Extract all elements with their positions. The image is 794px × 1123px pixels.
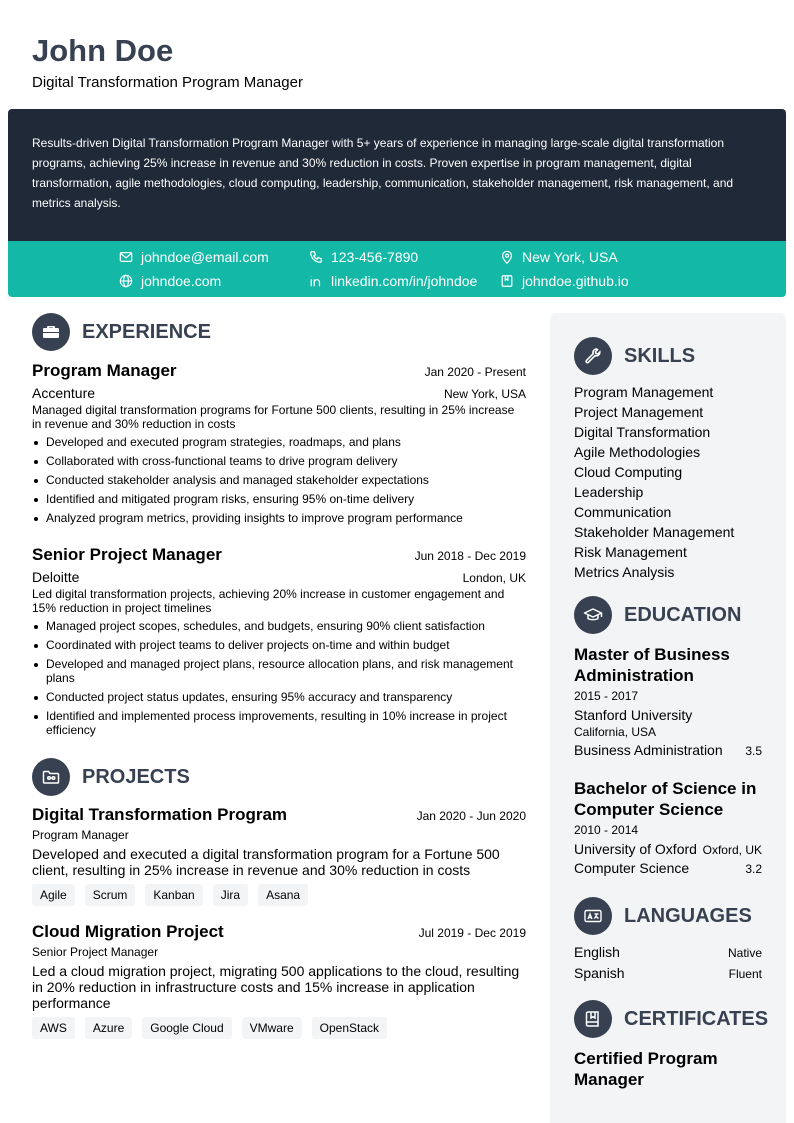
job-bullet: Identified and mitigated program risks, ensuring 95% on-time delivery — [32, 492, 526, 506]
project-role: Senior Project Manager — [32, 945, 159, 959]
phone-icon — [309, 250, 323, 264]
skill-item: Risk Management — [574, 544, 687, 560]
summary-panel — [8, 109, 786, 241]
project-item — [32, 805, 526, 906]
job-location: London, UK — [462, 571, 526, 585]
bookmark-page-icon — [500, 274, 514, 288]
graduation-cap-icon — [574, 596, 612, 634]
tag: OpenStack — [312, 1017, 387, 1039]
skills-section-head — [574, 337, 695, 375]
job-bullets — [32, 619, 526, 737]
education-item — [574, 644, 762, 758]
project-tags — [32, 1017, 526, 1039]
skill-item: Communication — [574, 504, 672, 520]
experience-section-head — [32, 313, 211, 351]
project-dates: Jul 2019 - Dec 2019 — [418, 926, 526, 940]
language-name: Spanish — [574, 965, 625, 981]
edu-location: California, USA — [574, 725, 657, 739]
job-company: Deloitte — [32, 569, 80, 585]
summary-text: Results-driven Digital Transformation Program Manager with 5+ years of experience in managing large-scale digital transformation programs, achieving 25% increase in revenue and 30% reduction in costs. Proven expertise in program management, digital transformation, agile methodologies, cloud computing, leadership, communication, stakeholder management, risk management, and metrics analysis. — [32, 136, 734, 210]
experience-title: EXPERIENCE — [82, 320, 211, 343]
project-description: Led a cloud migration project, migrating 500 applications to the cloud, resulting in 20% reduction in infrastructure costs and 15% increase in application performance — [32, 963, 520, 1011]
project-dates: Jan 2020 - Jun 2020 — [416, 809, 526, 823]
certificates-section-head — [574, 1000, 768, 1038]
job-bullet: Developed and executed program strategies, roadmaps, and plans — [32, 435, 526, 449]
experience-item — [32, 361, 526, 530]
tag: Google Cloud — [142, 1017, 231, 1039]
projects-section-head — [32, 758, 190, 796]
skill-item: Project Management — [574, 404, 704, 420]
job-bullet: Collaborated with cross-functional teams to drive program delivery — [32, 454, 526, 468]
job-bullet: Conducted project status updates, ensuring 95% accuracy and transparency — [32, 690, 526, 704]
languages-section-head — [574, 897, 752, 935]
edu-years: 2015 - 2017 — [574, 689, 639, 703]
job-bullet: Identified and implemented process improvements, resulting in 10% increase in project efficiency — [32, 709, 526, 737]
skill-item: Cloud Computing — [574, 464, 683, 480]
edu-gpa: 3.5 — [745, 744, 762, 758]
contact-github[interactable] — [500, 271, 629, 291]
contact-linkedin[interactable] — [309, 271, 477, 291]
job-location: New York, USA — [443, 387, 526, 401]
job-dates: Jan 2020 - Present — [424, 365, 526, 379]
job-bullet: Managed project scopes, schedules, and budgets, ensuring 90% client satisfaction — [32, 619, 526, 633]
edu-location: Oxford, UK — [702, 843, 762, 857]
skill-item: Program Management — [574, 384, 714, 400]
skill-item: Leadership — [574, 484, 644, 500]
certificate-item: Certified Program Manager — [574, 1049, 718, 1089]
education-item — [574, 778, 762, 876]
project-folder-icon — [32, 758, 70, 796]
edu-field: Computer Science — [574, 860, 690, 876]
language-level: Fluent — [728, 967, 762, 981]
job-title: Program Manager — [32, 361, 177, 380]
languages-title: LANGUAGES — [624, 904, 752, 927]
contact-location-text: New York, USA — [522, 249, 618, 265]
candidate-name: John Doe — [32, 33, 174, 68]
skill-item: Stakeholder Management — [574, 524, 735, 540]
project-tags — [32, 884, 526, 906]
candidate-title: Digital Transformation Program Manager — [32, 74, 303, 91]
projects-title: PROJECTS — [82, 765, 190, 788]
tag: Azure — [85, 1017, 132, 1039]
translate-icon — [574, 897, 612, 935]
edu-field: Business Administration — [574, 742, 723, 758]
globe-icon — [119, 274, 133, 288]
skills-list — [574, 382, 762, 582]
language-item — [574, 942, 762, 963]
contact-bar — [8, 241, 786, 297]
mail-icon — [119, 250, 133, 264]
tag: VMware — [242, 1017, 302, 1039]
contact-github-text: johndoe.github.io — [522, 273, 629, 289]
skills-title: SKILLS — [624, 344, 696, 367]
languages-list — [574, 942, 762, 984]
briefcase-icon — [32, 313, 70, 351]
language-name: English — [574, 944, 620, 960]
contact-website-text: johndoe.com — [141, 273, 222, 289]
certificates-list — [574, 1048, 762, 1090]
language-level: Native — [727, 946, 762, 960]
tag: Scrum — [85, 884, 136, 906]
edu-degree: Master of Business Administration — [574, 645, 730, 685]
project-title: Digital Transformation Program — [32, 805, 288, 824]
job-dates: Jun 2018 - Dec 2019 — [414, 549, 526, 563]
project-role: Program Manager — [32, 828, 129, 842]
project-description: Developed and executed a digital transformation program for a Fortune 500 client, resulting in 25% increase in revenue and 30% reduction in costs — [32, 846, 500, 878]
education-section-head — [574, 596, 741, 634]
contact-email-text: johndoe@email.com — [141, 249, 269, 265]
tag: Agile — [32, 884, 75, 906]
edu-gpa: 3.2 — [745, 862, 762, 876]
contact-phone[interactable] — [309, 247, 418, 267]
contact-location — [500, 247, 618, 267]
skill-item: Metrics Analysis — [574, 564, 675, 580]
tag: Asana — [258, 884, 308, 906]
project-item — [32, 922, 526, 1039]
edu-school: Stanford University — [574, 707, 693, 723]
contact-phone-text: 123-456-7890 — [331, 249, 419, 265]
job-bullet: Coordinated with project teams to deliver projects on-time and within budget — [32, 638, 526, 652]
contact-linkedin-text: linkedin.com/in/johndoe — [331, 273, 478, 289]
job-bullet: Conducted stakeholder analysis and managed stakeholder expectations — [32, 473, 526, 487]
education-title: EDUCATION — [624, 603, 742, 626]
map-pin-icon — [500, 250, 514, 264]
certificate-book-icon — [574, 1000, 612, 1038]
resume-header — [32, 32, 303, 91]
job-bullet: Developed and managed project plans, resource allocation plans, and risk management plans — [32, 657, 526, 685]
certificates-title: CERTIFICATES — [624, 1007, 769, 1030]
contact-email[interactable] — [119, 247, 269, 267]
skill-item: Agile Methodologies — [574, 444, 701, 460]
job-title: Senior Project Manager — [32, 545, 222, 564]
job-bullet: Analyzed program metrics, providing insights to improve program performance — [32, 511, 526, 525]
tag: Kanban — [145, 884, 202, 906]
tag: AWS — [32, 1017, 75, 1039]
contact-website[interactable] — [119, 271, 221, 291]
edu-degree: Bachelor of Science in Computer Science — [574, 779, 757, 819]
edu-school: University of Oxford — [574, 841, 697, 857]
project-title: Cloud Migration Project — [32, 922, 224, 941]
job-description: Led digital transformation projects, achieving 20% increase in customer engagement and 15% reduction in project timelines — [32, 587, 505, 615]
skill-item: Digital Transformation — [574, 424, 711, 440]
tag: Jira — [213, 884, 248, 906]
edu-years: 2010 - 2014 — [574, 823, 639, 837]
job-description: Managed digital transformation programs for Fortune 500 clients, resulting in 25% increase in revenue and 30% reduction in costs — [32, 403, 515, 431]
linkedin-icon — [309, 274, 323, 288]
experience-item — [32, 545, 526, 742]
job-company: Accenture — [32, 385, 96, 401]
language-item — [574, 963, 762, 984]
job-bullets — [32, 435, 526, 525]
wrench-icon — [574, 337, 612, 375]
